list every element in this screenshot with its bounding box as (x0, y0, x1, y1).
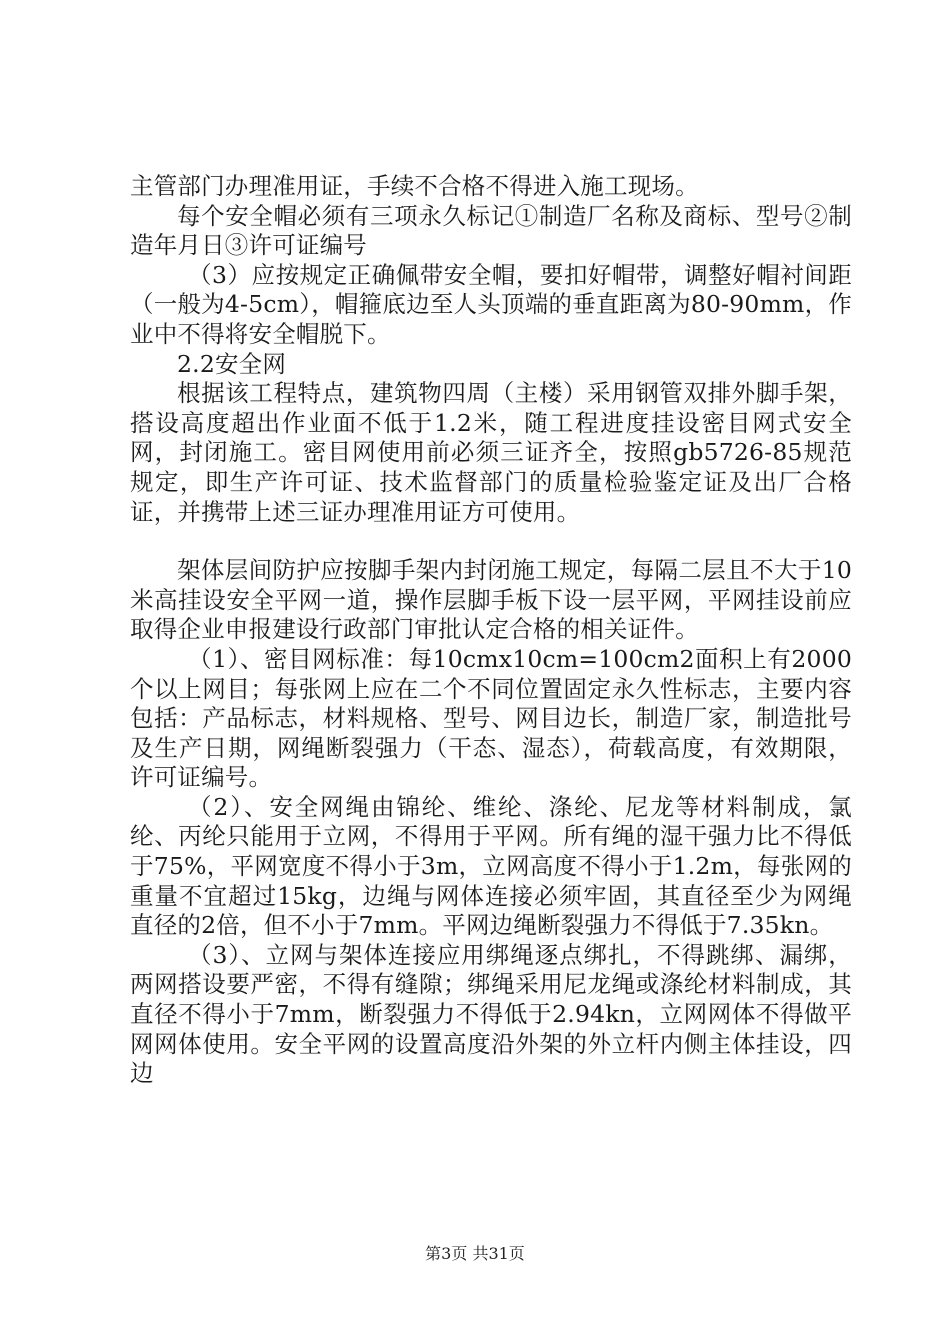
paragraph-helmet-wearing: （3）应按规定正确佩带安全帽，要扣好帽带，调整好帽衬间距（一般为4-5cm），帽箍底边至人头顶端的垂直距离为80-90mm，作业中不得将安全帽脱下。 (130, 260, 852, 348)
paragraph-interlayer-protection: 架体层间防护应按脚手架内封闭施工规定，每隔二层且不大于10米高挂设安全平网一道，操作层脚手板下设一层平网，平网挂设前应取得企业申报建设行政部门审批认定合格的相关证件。 (130, 556, 852, 644)
page-number-footer: 第3页 共31页 (425, 1244, 525, 1263)
paragraph-vertical-net-binding: （3）、立网与架体连接应用绑绳逐点绑扎，不得跳绑、漏绑，两网搭设要严密，不得有缝隙；绑绳采用尼龙绳或涤纶材料制成，其直径不得小于7mm，断裂强力不得低于2.94kn，立网网体不得做平网网体使用。安全平网的设置高度沿外架的外立杆内侧主体挂设，四边 (130, 940, 852, 1088)
paragraph-helmet-markings: 每个安全帽必须有三项永久标记①制造厂名称及商标、型号②制造年月日③许可证编号 (130, 201, 852, 260)
paragraph-net-rope-material: （2）、安全网绳由锦纶、维纶、涤纶、尼龙等材料制成，氯纶、丙纶只能用于立网，不得用于平网。所有绳的湿干强力比不得低于75%，平网宽度不得小于3m，立网高度不得小于1.2m，每张网的重量不宜超过15kg，边绳与网体连接必须牢固，其直径至少为网绳直径的2倍，但不小于7mm。平网边绳断裂强力不得低于7.35kn。 (130, 792, 852, 940)
paragraph-dense-net-standard: （1）、密目网标准：每10cmx10cm=100cm2面积上有2000个以上网目；每张网上应在二个不同位置固定永久性标志，主要内容包括：产品标志，材料规格、型号、网目边长，制造厂家，制造批号及生产日期，网绳断裂强力（干态、湿态），荷载高度，有效期限，许可证编号。 (130, 644, 852, 792)
document-body (130, 172, 852, 1089)
section-heading-safety-net: 2.2安全网 (177, 349, 287, 378)
paragraph-continuation: 主管部门办理准用证，手续不合格不得进入施工现场。 (130, 172, 699, 200)
paragraph-net-overview: 根据该工程特点，建筑物四周（主楼）采用钢管双排外脚手架，搭设高度超出作业面不低于1.2米，随工程进度挂设密目网式安全网，封闭施工。密目网使用前必须三证齐全，按照gb5726-85规范规定，即生产许可证、技术监督部门的质量检验鉴定证及出厂合格证，并携带上述三证办理准用证方可使用。 (130, 379, 852, 526)
